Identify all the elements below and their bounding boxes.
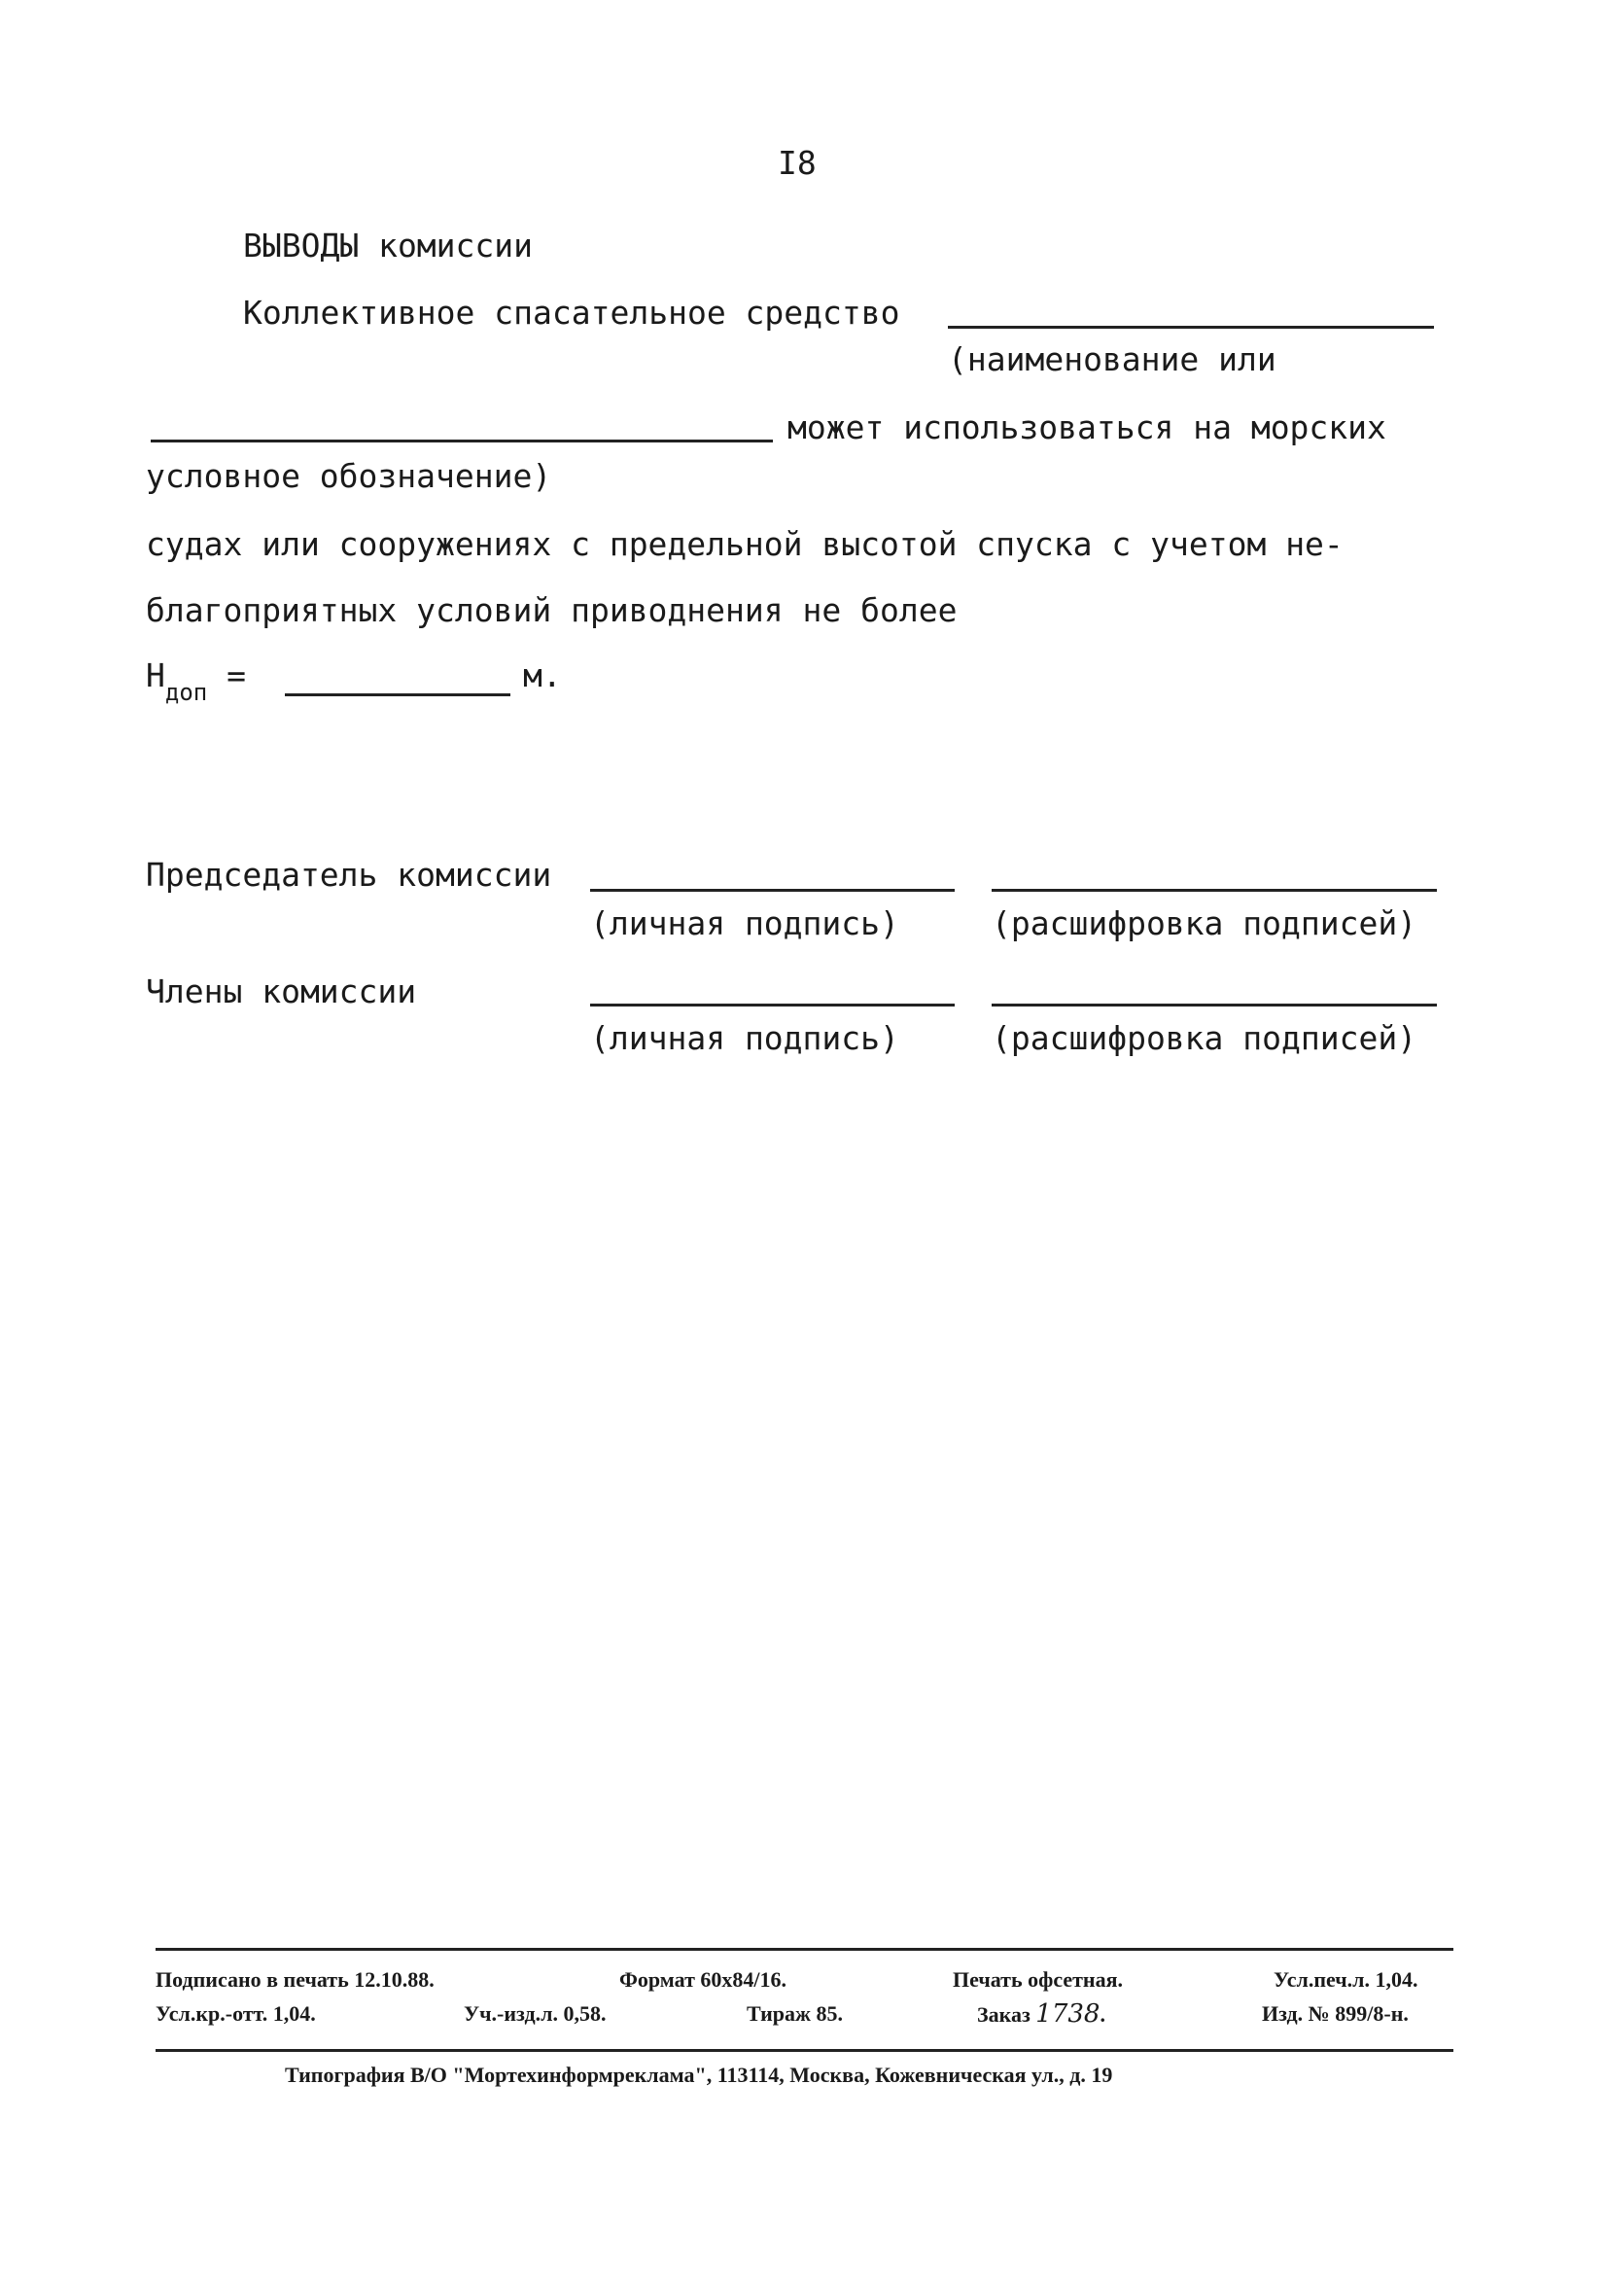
chairman-signature-hint: (личная подпись) xyxy=(590,904,899,942)
colophon-usl-pech: Усл.печ.л. 1,04. xyxy=(1274,1967,1418,1992)
chairman-decoding-blank xyxy=(992,889,1437,892)
colophon-top-rule xyxy=(156,1948,1453,1951)
conclusion-line-2-suffix: может использоваться на морских xyxy=(787,408,1386,446)
lifesaving-appliance-name-blank xyxy=(948,326,1434,329)
colophon-uch-izd: Уч.-изд.л. 0,58. xyxy=(464,2001,607,2026)
height-equals: = xyxy=(227,656,246,694)
height-subscript: доп xyxy=(164,679,208,706)
colophon-bottom-rule xyxy=(156,2049,1453,2052)
conclusion-line-1: Коллективное спасательное средство xyxy=(243,294,900,332)
section-title: ВЫВОДЫ комиссии xyxy=(243,227,534,265)
members-label: Члены комиссии xyxy=(146,972,417,1010)
members-signature-blank xyxy=(590,1004,955,1007)
colophon-order-label: Заказ xyxy=(977,2002,1031,2027)
hint-name-or: (наименование или xyxy=(948,340,1276,378)
colophon-format: Формат 60х84/16. xyxy=(619,1967,786,1992)
conclusion-line-3: судах или сооружениях с предельной высотой спуска с учетом не- xyxy=(146,525,1344,563)
members-decoding-hint: (расшифровка подписей) xyxy=(992,1019,1417,1057)
chairman-label: Председатель комиссии xyxy=(146,856,552,894)
colophon-printer: Типография В/О "Мортехинформреклама", 113114, Москва, Кожевническая ул., д. 19 xyxy=(285,2063,1113,2087)
colophon-order-end: . xyxy=(1100,2002,1105,2027)
height-value-blank xyxy=(285,693,510,696)
colophon-usl-kr-ott: Усл.кр.-отт. 1,04. xyxy=(156,2001,316,2026)
members-signature-hint: (личная подпись) xyxy=(590,1019,899,1057)
members-decoding-blank xyxy=(992,1004,1437,1007)
colophon-order-number: 1738 xyxy=(1035,1999,1100,2029)
colophon-print-type: Печать офсетная. xyxy=(953,1967,1124,1992)
height-unit: м. xyxy=(523,656,562,694)
height-symbol: Н xyxy=(146,656,165,694)
colophon-signed: Подписано в печать 12.10.88. xyxy=(156,1967,435,1992)
hint-designation: условное обозначение) xyxy=(146,457,552,495)
height-formula xyxy=(146,656,246,706)
colophon-order xyxy=(977,1999,1105,2029)
page-number: I8 xyxy=(778,144,817,182)
chairman-decoding-hint: (расшифровка подписей) xyxy=(992,904,1417,942)
conclusion-line-4: благоприятных условий приводнения не более xyxy=(146,591,958,629)
colophon-izd-no: Изд. № 899/8-н. xyxy=(1262,2001,1409,2026)
colophon-tirazh: Тираж 85. xyxy=(747,2001,843,2026)
designation-blank xyxy=(151,440,773,442)
chairman-signature-blank xyxy=(590,889,955,892)
